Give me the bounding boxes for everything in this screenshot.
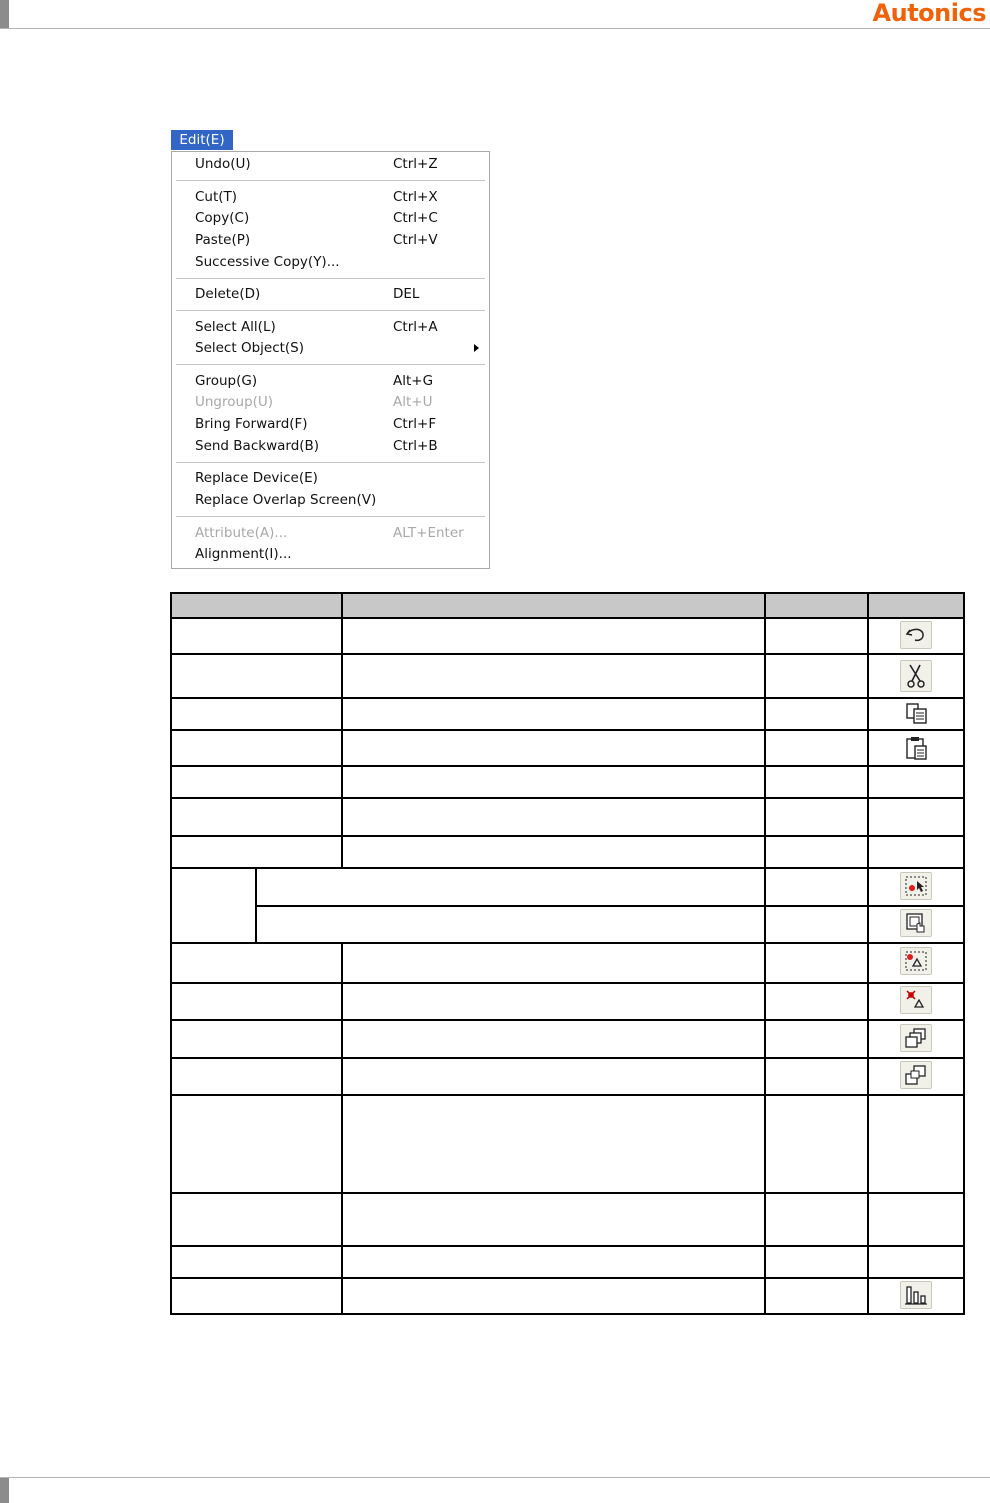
menu-separator	[176, 516, 485, 518]
menu-separator	[176, 310, 485, 312]
menu-item-attribute: Attribute(A)... ALT+Enter	[195, 525, 464, 541]
table-row-divider	[170, 1277, 965, 1279]
menu-title-edit[interactable]: Edit(E)	[171, 130, 233, 150]
ungroup-icon	[900, 986, 932, 1014]
table-row-divider	[170, 942, 965, 944]
header-rule	[0, 28, 990, 29]
select-object-icon	[900, 872, 932, 900]
table-row-divider	[170, 1245, 965, 1247]
table-row-divider	[170, 617, 965, 619]
table-row-divider	[170, 1192, 965, 1194]
table-col-divider	[341, 942, 343, 1315]
copy-icon	[900, 699, 932, 727]
menu-item-successive-copy[interactable]: Successive Copy(Y)...	[195, 254, 340, 270]
bring-forward-icon	[900, 1024, 932, 1052]
brand-logo: Autonics	[872, 0, 986, 27]
table-col-divider	[867, 592, 869, 1315]
menu-separator	[176, 278, 485, 280]
menu-item-replace-overlap-screen[interactable]: Replace Overlap Screen(V)	[195, 492, 377, 508]
table-col-divider	[341, 592, 343, 867]
alignment-icon	[900, 1281, 932, 1309]
menu-item-select-object[interactable]: Select Object(S)	[195, 338, 485, 358]
table-row-divider	[170, 1094, 965, 1096]
table-header-row	[170, 592, 965, 618]
menu-item-replace-device[interactable]: Replace Device(E)	[195, 470, 318, 486]
table-row-divider	[170, 765, 965, 767]
cut-icon	[900, 660, 932, 692]
menu-item-alignment[interactable]: Alignment(I)...	[195, 546, 292, 562]
table-border	[963, 592, 965, 1315]
menu-item-ungroup: Ungroup(U) Alt+U	[195, 394, 433, 410]
table-col-divider	[255, 867, 257, 943]
table-row-divider	[170, 1019, 965, 1021]
send-backward-icon	[900, 1061, 932, 1089]
menu-item-bring-forward[interactable]: Bring Forward(F) Ctrl+F	[195, 416, 437, 432]
table-border	[170, 592, 172, 1315]
menu-item-select-all[interactable]: Select All(L) Ctrl+A	[195, 319, 438, 335]
table-row-divider	[170, 653, 965, 655]
table-row-divider	[170, 835, 965, 837]
submenu-arrow-icon	[474, 344, 479, 352]
table-row-divider	[170, 982, 965, 984]
menu-item-send-backward[interactable]: Send Backward(B) Ctrl+B	[195, 438, 438, 454]
group-icon	[900, 947, 932, 975]
menu-separator	[176, 462, 485, 464]
menu-item-paste[interactable]: Paste(P) Ctrl+V	[195, 232, 438, 248]
table-row-divider	[256, 905, 965, 907]
edit-menu-table	[170, 592, 965, 1315]
table-row-divider	[170, 867, 965, 869]
table-border	[170, 1313, 965, 1315]
table-row-divider	[170, 797, 965, 799]
select-object-hand-icon	[900, 909, 932, 937]
menu-item-cut[interactable]: Cut(T) Ctrl+X	[195, 189, 438, 205]
footer-marker	[0, 1478, 9, 1503]
table-border	[170, 592, 965, 594]
table-row-divider	[170, 697, 965, 699]
table-col-divider	[764, 592, 766, 1315]
menu-item-group[interactable]: Group(G) Alt+G	[195, 373, 434, 389]
paste-icon	[900, 733, 932, 761]
menu-separator	[176, 180, 485, 182]
menu-item-copy[interactable]: Copy(C) Ctrl+C	[195, 210, 438, 226]
edit-menu-dropdown	[171, 151, 490, 569]
menu-separator	[176, 364, 485, 366]
menu-item-undo[interactable]: Undo(U) Ctrl+Z	[195, 156, 438, 172]
footer-rule	[0, 1477, 990, 1478]
table-row-divider	[170, 729, 965, 731]
header-marker	[0, 0, 9, 28]
undo-icon	[900, 621, 932, 649]
menu-item-delete[interactable]: Delete(D) DEL	[195, 286, 420, 302]
table-row-divider	[170, 1057, 965, 1059]
